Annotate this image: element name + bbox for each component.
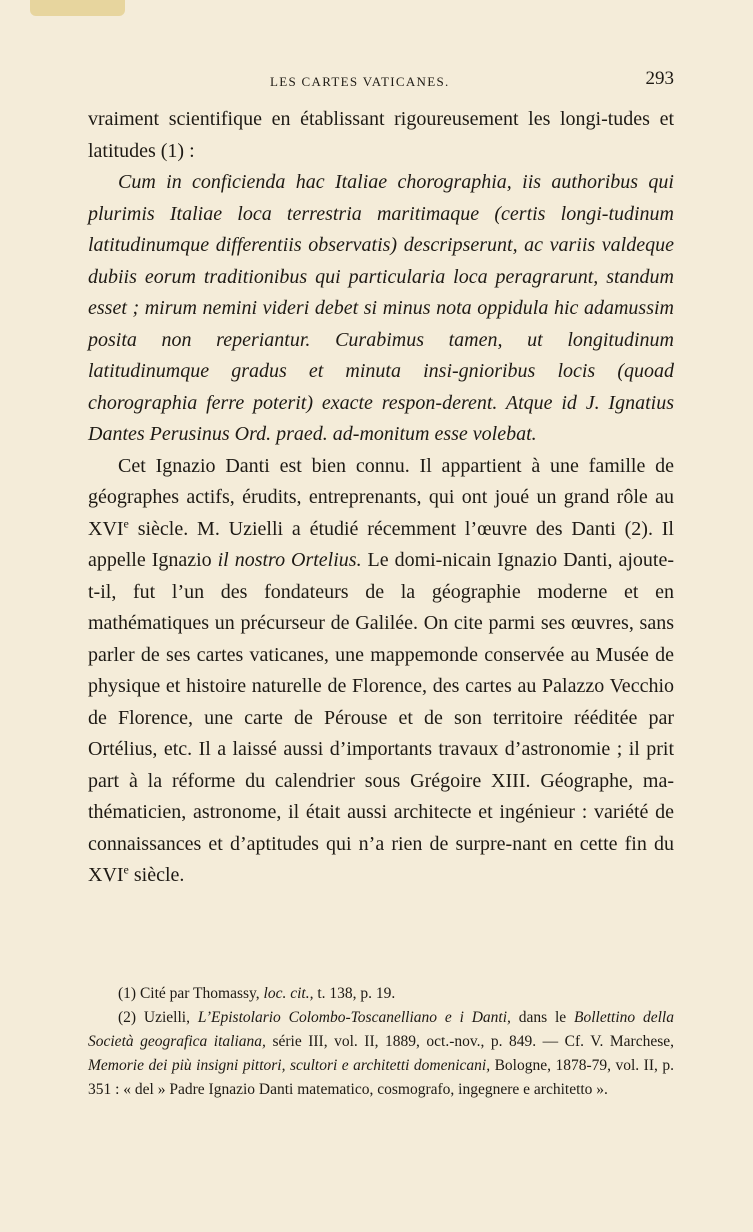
paper-stain bbox=[30, 0, 125, 16]
footnote-text: série III, vol. II, 1889, oct.-nov., p. 849. — Cf. V. Marchese, bbox=[265, 1033, 674, 1050]
footnote-text: dans le bbox=[510, 1009, 575, 1026]
footnote-1 bbox=[88, 982, 674, 1006]
italic-phrase: il nostro Ortelius. bbox=[217, 549, 362, 571]
footnote-2 bbox=[88, 1006, 674, 1102]
paragraph-text: Cet Ignazio Danti est bien connu. Il appartient à une famille de géographes actifs, érudits, entreprenants, qui ont joué un grand rôle au XVI bbox=[88, 454, 674, 540]
footnote-text: (1) Cité par Thomassy, bbox=[118, 985, 264, 1002]
superscript: e bbox=[123, 862, 129, 877]
superscript: e bbox=[123, 515, 129, 530]
latin-quote: Cum in conficienda hac Italiae chorographia, iis authoribus qui plurimis Italiae loca terrestria maritimaque (certis longi-tudinum latitudinumque differentiis observatis) descripserunt, ac variis valdeque dubiis eorum traditionibus qui particularia loca peragrarunt, standum esset ; mirum nemini videri debet si minus nota oppidula hic adamussim posita non reperiantur. Curabimus tamen, ut longitudinum latitudinumque gradus et minuta insi-gnioribus locis (quoad chorographia ferre poterit) exacte respon-derent. Atque id J. Ignatius Dantes Perusinus Ord. praed. ad-monitum esse volebat. bbox=[88, 171, 674, 445]
footnote-italic: loc. cit., bbox=[263, 985, 314, 1002]
footnote-italic: Memorie dei più insigni pittori, scultori e architetti domenicani, bbox=[88, 1057, 491, 1074]
footnote-text: (2) Uzielli, bbox=[118, 1009, 198, 1026]
paragraph-text: siècle. bbox=[128, 864, 185, 886]
footnotes bbox=[88, 982, 674, 1102]
paragraph-text: siècle. M. Uzielli a étudié récemment l’œuvre des Danti (2). Il appelle Ignazio bbox=[88, 517, 674, 571]
main-text bbox=[88, 104, 674, 892]
paragraph-danti bbox=[88, 451, 674, 892]
footnote-text: t. 138, p. 19. bbox=[313, 985, 396, 1002]
paragraph-text: Le domi-nicain Ignazio Danti, ajoute-t-il, fut l’un des fondateurs de la géographie moderne et en mathématiques un précurseur de Galilée. On cite parmi ses œuvres, sans parler de ses cartes vaticanes, une mappemonde conservée au Musée de physique et histoire naturelle de Florence, des cartes au Palazzo Vecchio de Florence, une carte de Pérouse et de son territoire rééditée par Ortélius, etc. Il a laissé aussi d’importants travaux d’astronomie ; il prit part à la réforme du calendrier sous Grégoire XIII. Géographe, ma-thématicien, astronome, il était aussi architecte et ingénieur : variété de connaissances et d’aptitudes qui n’a rien de surpre-nant en cette fin du XVI bbox=[88, 549, 674, 886]
page-header bbox=[88, 66, 674, 96]
running-head: LES CARTES VATICANES. bbox=[270, 74, 450, 89]
page-number: 293 bbox=[645, 68, 674, 89]
paragraph-continuation: vraiment scientifique en établissant rigoureusement les longi-tudes et latitudes (1) : bbox=[88, 108, 674, 162]
footnote-text: Bologne, 1878-79, vol. II, p. 351 : « del » Padre Ignazio Danti matematico, cosmografo, ingegnere e architetto ». bbox=[88, 1057, 674, 1098]
footnote-italic: Bollettino della Società geografica italiana, bbox=[88, 1009, 674, 1050]
footnote-italic: L’Epistolario Colombo-Toscanelliano e i Danti, bbox=[197, 1009, 511, 1026]
